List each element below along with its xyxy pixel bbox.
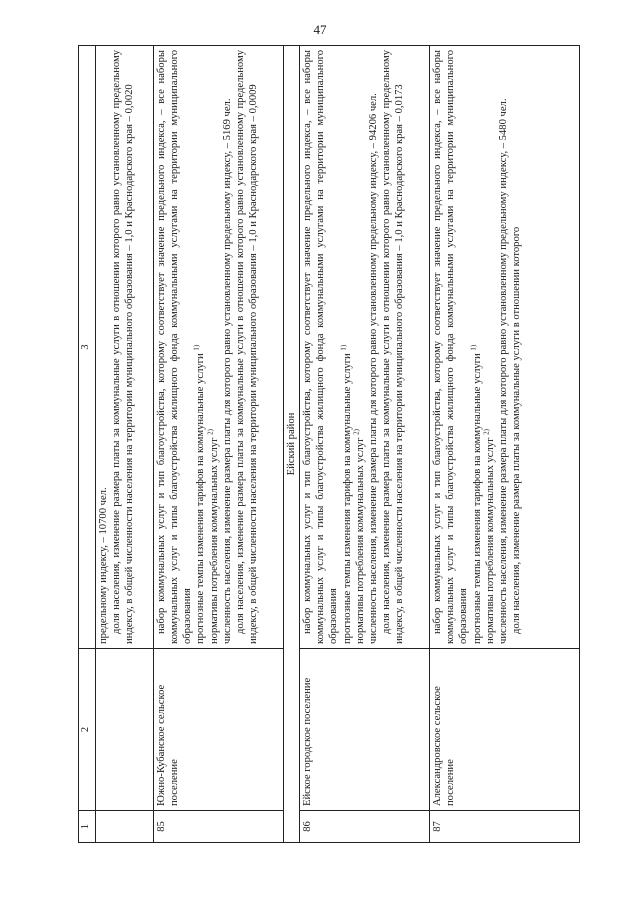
row-number: 87: [430, 811, 580, 843]
table-row: [300, 46, 430, 843]
continuation-line: доля населения, изменение размера платы за коммунальные услуги в отношении которого равно установленному предельному индексу, в общей численности населения на территории муниципального образования – 1,0 и Краснодарского края – 0,0020: [111, 50, 136, 644]
table-row: [430, 46, 580, 843]
row-details: набор коммунальных услуг и тип благоустройства, которому соответствует значение предельного индекса, – все наборы коммунальных услуг и типы благоустройства жилищного фонда коммунальными услугами на территории муниципального образования прогнозные темпы изменения тарифов на коммунальные услуги $^{1)}$ нормативы потребления коммунальных услуг $^{2)}$ численность населения, изменение размера платы для которого равно установленному предельному индексу, – 94206 чел. доля населения, изменение размера платы за коммунальные услуги в отношении которого равно установленному предельному индексу, в общей численности населения на территории муниципального образования – 1,0 и Краснодарского края – 0,0173: [300, 46, 430, 649]
rotated-table-container: [78, 45, 580, 843]
header-row: [79, 46, 96, 843]
settlement-name: Ейское городское поселение: [300, 649, 430, 811]
header-col-3: 3: [79, 46, 96, 649]
settlement-name: Южно-Кубанское сельское поселение: [154, 649, 284, 811]
table-row-continuation: [96, 46, 154, 843]
region-title: Ейский район: [284, 46, 300, 843]
row-number: 86: [300, 811, 430, 843]
header-col-2: 2: [79, 649, 96, 811]
tariff-table: [78, 45, 580, 843]
continuation-line: предельному индексу, – 10700 чел.: [98, 487, 109, 644]
footnote-marker: 1): [468, 344, 477, 351]
header-col-1: 1: [79, 811, 96, 843]
footnote-marker: 1): [338, 344, 347, 351]
region-row: [284, 46, 300, 843]
footnote-marker: 2): [205, 429, 214, 435]
footnote-marker: 1): [192, 344, 201, 351]
footnote-marker: 2): [482, 429, 491, 435]
settlement-name: Александровское сельское поселение: [430, 649, 580, 811]
page-number: 47: [313, 22, 327, 37]
footnote-marker: 2): [352, 429, 361, 435]
continuation-cell: [96, 46, 154, 649]
row-details: набор коммунальных услуг и тип благоустройства, которому соответствует значение предельного индекса, – все наборы коммунальных услуг и типы благоустройства жилищного фонда коммунальными услугами на территории муниципального образования прогнозные темпы изменения тарифов на коммунальные услуги $^{1)}$ нормативы потребления коммунальных услуг $^{2)}$ численность населения, изменение размера платы для которого равно установленному предельному индексу, – 5480 чел. доля населения, изменение размера платы за коммунальные услуги в отношении которого: [430, 46, 580, 649]
row-number: 85: [154, 811, 284, 843]
table-row: [154, 46, 284, 843]
row-details: набор коммунальных услуг и тип благоустройства, которому соответствует значение предельного индекса, – все наборы коммунальных услуг и типы благоустройства жилищного фонда коммунальными услугами на территории муниципального образования прогнозные темпы изменения тарифов на коммунальные услуги $^{1)}$ нормативы потребления коммунальных услуг $^{2)}$ численность населения, изменение размера платы для которого равно установленному предельному индексу, – 5169 чел. доля населения, изменение размера платы за коммунальные услуги в отношении которого равно установленному предельному индексу, в общей численности населения на территории муниципального образования – 1,0 и Краснодарского края – 0,0009: [154, 46, 284, 649]
